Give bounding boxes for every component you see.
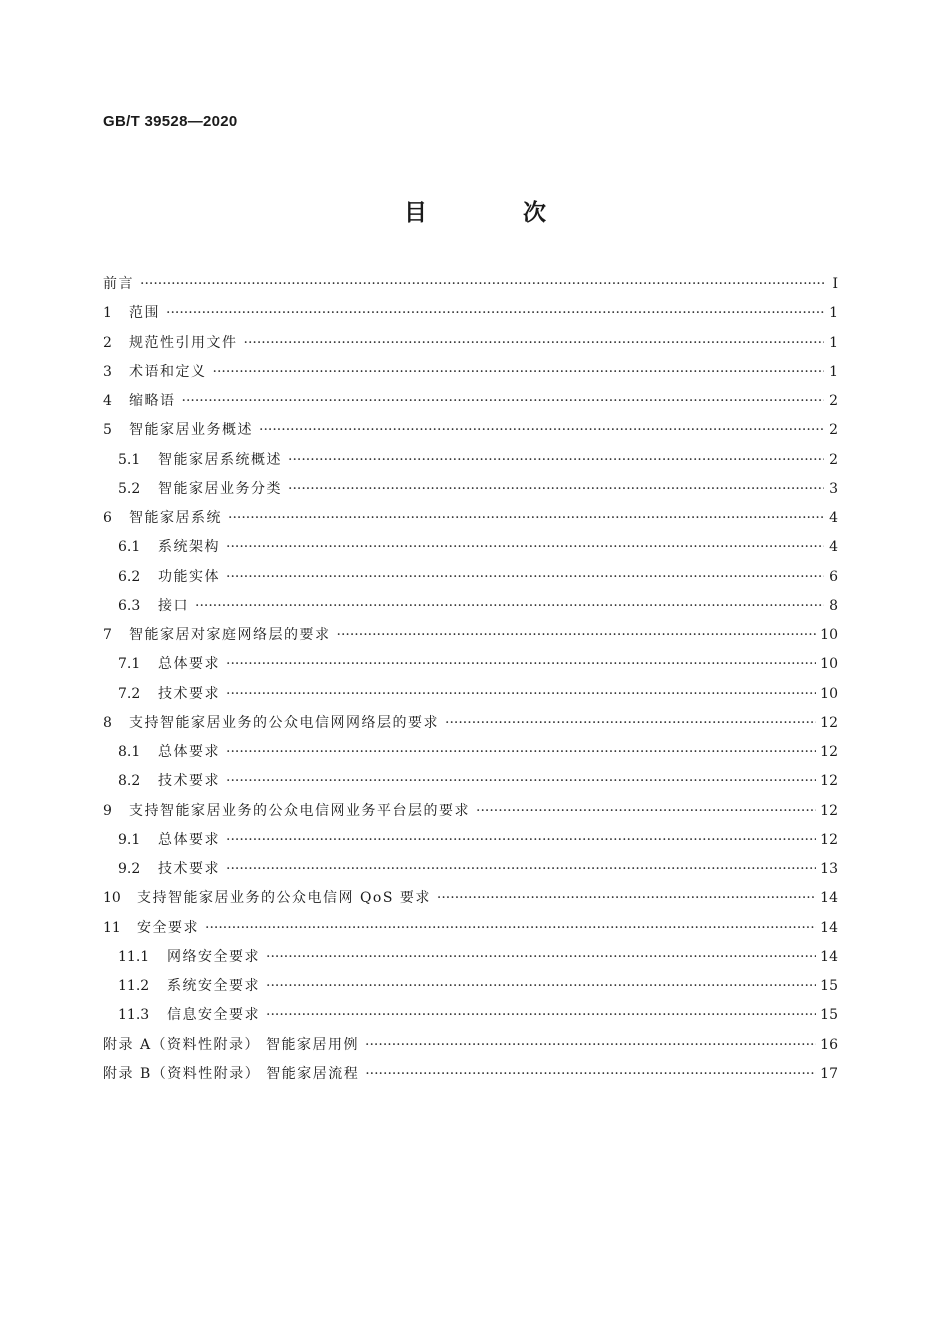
- dot-leader: [365, 1060, 816, 1089]
- toc-entry-label: 技术要求: [158, 773, 220, 790]
- toc-entry-page: 14: [820, 919, 838, 936]
- toc-entry-label: 安全要求: [137, 919, 199, 936]
- toc-entry[interactable]: [103, 943, 838, 972]
- toc-entry-number: 11.1: [118, 948, 150, 965]
- toc-entry[interactable]: [103, 299, 838, 328]
- toc-entry-page: 15: [820, 1007, 838, 1024]
- toc-entry-page: I: [832, 276, 838, 292]
- toc-entry-number: 9.2: [118, 861, 141, 877]
- toc-entry-number: 8.2: [118, 773, 141, 790]
- dot-leader: [226, 533, 824, 562]
- dot-leader: [140, 270, 824, 299]
- toc-entry[interactable]: [103, 533, 838, 562]
- toc-entry-label: 支持智能家居业务的公众电信网网络层的要求: [129, 714, 439, 731]
- toc-entry-page: 10: [820, 685, 838, 702]
- dot-leader: [226, 767, 816, 796]
- toc-entry[interactable]: [103, 387, 838, 416]
- toc-entry-number: 2: [103, 334, 112, 351]
- dot-leader: [445, 709, 816, 738]
- toc-entry-label: 前言: [103, 276, 134, 292]
- toc-entry-number: 10: [103, 890, 121, 907]
- dot-leader: [226, 680, 816, 709]
- toc-entry[interactable]: [103, 1060, 838, 1089]
- toc-entry-label: 总体要求: [158, 656, 220, 673]
- toc-entry-page: 15: [820, 978, 838, 994]
- toc-entry-number: 11.2: [118, 978, 150, 994]
- toc-entry[interactable]: [103, 270, 838, 299]
- page-title: 目 次: [403, 200, 590, 226]
- toc-entry-page: 2: [829, 393, 838, 409]
- toc-entry-number: 8: [103, 714, 112, 731]
- table-of-contents: [103, 270, 838, 1089]
- toc-entry-page: 8: [829, 597, 838, 614]
- toc-entry[interactable]: [103, 446, 838, 475]
- toc-entry-number: 11: [103, 919, 121, 936]
- toc-entry-page: 12: [820, 802, 838, 819]
- toc-entry-page: 4: [829, 510, 838, 526]
- dot-leader: [213, 358, 825, 387]
- toc-entry-number: 7.2: [118, 685, 141, 702]
- toc-entry-label: 支持智能家居业务的公众电信网业务平台层的要求: [129, 802, 470, 819]
- toc-entry[interactable]: [103, 1001, 838, 1030]
- toc-entry-number: 7: [103, 627, 112, 643]
- dot-leader: [266, 1001, 816, 1030]
- toc-entry[interactable]: [103, 358, 838, 387]
- toc-entry[interactable]: [103, 972, 838, 1001]
- standard-code: GB/T 39528—2020: [103, 113, 238, 130]
- toc-entry-number: 3: [103, 363, 112, 380]
- dot-leader: [266, 972, 816, 1001]
- toc-entry-number: 6.3: [118, 597, 141, 614]
- toc-entry-page: 10: [820, 627, 838, 643]
- toc-entry[interactable]: [103, 1031, 838, 1060]
- toc-entry-label: 规范性引用文件: [129, 334, 238, 351]
- toc-entry[interactable]: [103, 797, 838, 826]
- dot-leader: [288, 475, 824, 504]
- toc-entry-page: 4: [829, 539, 838, 556]
- toc-entry[interactable]: [103, 855, 838, 884]
- toc-entry-page: 14: [820, 948, 838, 965]
- dot-leader: [228, 504, 824, 533]
- dot-leader: [437, 884, 816, 913]
- toc-entry-label: 接口: [158, 597, 189, 614]
- toc-entry-label: 系统安全要求: [167, 978, 260, 994]
- toc-entry-label: 智能家居业务分类: [158, 480, 282, 497]
- toc-entry-label: 缩略语: [129, 393, 176, 409]
- toc-entry[interactable]: [103, 709, 838, 738]
- toc-entry-number: 9: [103, 802, 112, 819]
- toc-entry[interactable]: [103, 592, 838, 621]
- toc-entry-page: 17: [820, 1065, 838, 1082]
- toc-entry[interactable]: [103, 563, 838, 592]
- toc-entry-label: 总体要求: [158, 744, 220, 760]
- toc-entry-label: 附录 A（资料性附录） 智能家居用例: [103, 1036, 360, 1053]
- toc-entry-label: 功能实体: [158, 568, 220, 585]
- toc-entry-number: 7.1: [118, 656, 141, 673]
- toc-entry-label: 支持智能家居业务的公众电信网 QoS 要求: [137, 890, 431, 907]
- toc-entry-number: 9.1: [118, 831, 141, 848]
- toc-entry[interactable]: [103, 475, 838, 504]
- toc-entry-page: 1: [829, 334, 838, 351]
- toc-entry-page: 3: [829, 480, 838, 497]
- toc-entry-label: 附录 B（资料性附录） 智能家居流程: [103, 1065, 360, 1082]
- toc-entry[interactable]: [103, 914, 838, 943]
- toc-entry-number: 6.2: [118, 568, 141, 585]
- toc-entry-number: 11.3: [118, 1007, 150, 1024]
- toc-entry-label: 智能家居对家庭网络层的要求: [129, 627, 331, 643]
- toc-entry-page: 1: [829, 305, 838, 322]
- toc-entry-label: 术语和定义: [129, 363, 207, 380]
- toc-entry-number: 4: [103, 393, 112, 409]
- dot-leader: [226, 650, 816, 679]
- dot-leader: [259, 416, 824, 445]
- toc-entry-label: 系统架构: [158, 539, 220, 556]
- toc-entry-number: 6.1: [118, 539, 141, 556]
- toc-entry-page: 12: [820, 744, 838, 760]
- toc-entry-page: 12: [820, 831, 838, 848]
- toc-entry-page: 14: [820, 890, 838, 907]
- dot-leader: [166, 299, 824, 328]
- toc-entry-number: 6: [103, 510, 112, 526]
- dot-leader: [205, 914, 816, 943]
- toc-entry-number: 5.2: [118, 480, 141, 497]
- dot-leader: [244, 329, 825, 358]
- dot-leader: [226, 563, 824, 592]
- dot-leader: [365, 1031, 816, 1060]
- toc-entry[interactable]: [103, 738, 838, 767]
- toc-entry-page: 2: [829, 451, 838, 468]
- toc-entry[interactable]: [103, 416, 838, 445]
- toc-entry-label: 信息安全要求: [167, 1007, 260, 1024]
- toc-entry-number: 5.1: [118, 451, 141, 468]
- toc-entry-page: 6: [829, 568, 838, 585]
- dot-leader: [226, 826, 816, 855]
- toc-entry[interactable]: [103, 767, 838, 796]
- toc-entry-label: 技术要求: [158, 685, 220, 702]
- toc-entry[interactable]: [103, 826, 838, 855]
- toc-entry-page: 10: [820, 656, 838, 673]
- dot-leader: [288, 446, 824, 475]
- dot-leader: [195, 592, 824, 621]
- dot-leader: [226, 738, 816, 767]
- toc-entry-page: 16: [820, 1036, 838, 1053]
- toc-entry-label: 总体要求: [158, 831, 220, 848]
- toc-entry[interactable]: [103, 621, 838, 650]
- toc-entry-page: 12: [820, 714, 838, 731]
- toc-entry-label: 网络安全要求: [167, 948, 260, 965]
- dot-leader: [226, 855, 816, 884]
- toc-entry-label: 智能家居系统: [129, 510, 222, 526]
- toc-entry-number: 5: [103, 422, 112, 439]
- toc-entry[interactable]: [103, 504, 838, 533]
- dot-leader: [266, 943, 816, 972]
- toc-entry-label: 范围: [129, 305, 160, 322]
- toc-entry[interactable]: [103, 329, 838, 358]
- toc-entry[interactable]: [103, 680, 838, 709]
- dot-leader: [182, 387, 825, 416]
- dot-leader: [337, 621, 817, 650]
- toc-entry-number: 1: [103, 305, 112, 322]
- toc-entry-page: 13: [820, 861, 838, 877]
- toc-entry-label: 智能家居业务概述: [129, 422, 253, 439]
- toc-entry-label: 技术要求: [158, 861, 220, 877]
- toc-entry-page: 2: [829, 422, 838, 439]
- toc-entry[interactable]: [103, 650, 838, 679]
- toc-entry[interactable]: [103, 884, 838, 913]
- toc-entry-number: 8.1: [118, 744, 141, 760]
- toc-entry-label: 智能家居系统概述: [158, 451, 282, 468]
- toc-entry-page: 1: [829, 363, 838, 380]
- dot-leader: [476, 797, 816, 826]
- toc-entry-page: 12: [820, 773, 838, 790]
